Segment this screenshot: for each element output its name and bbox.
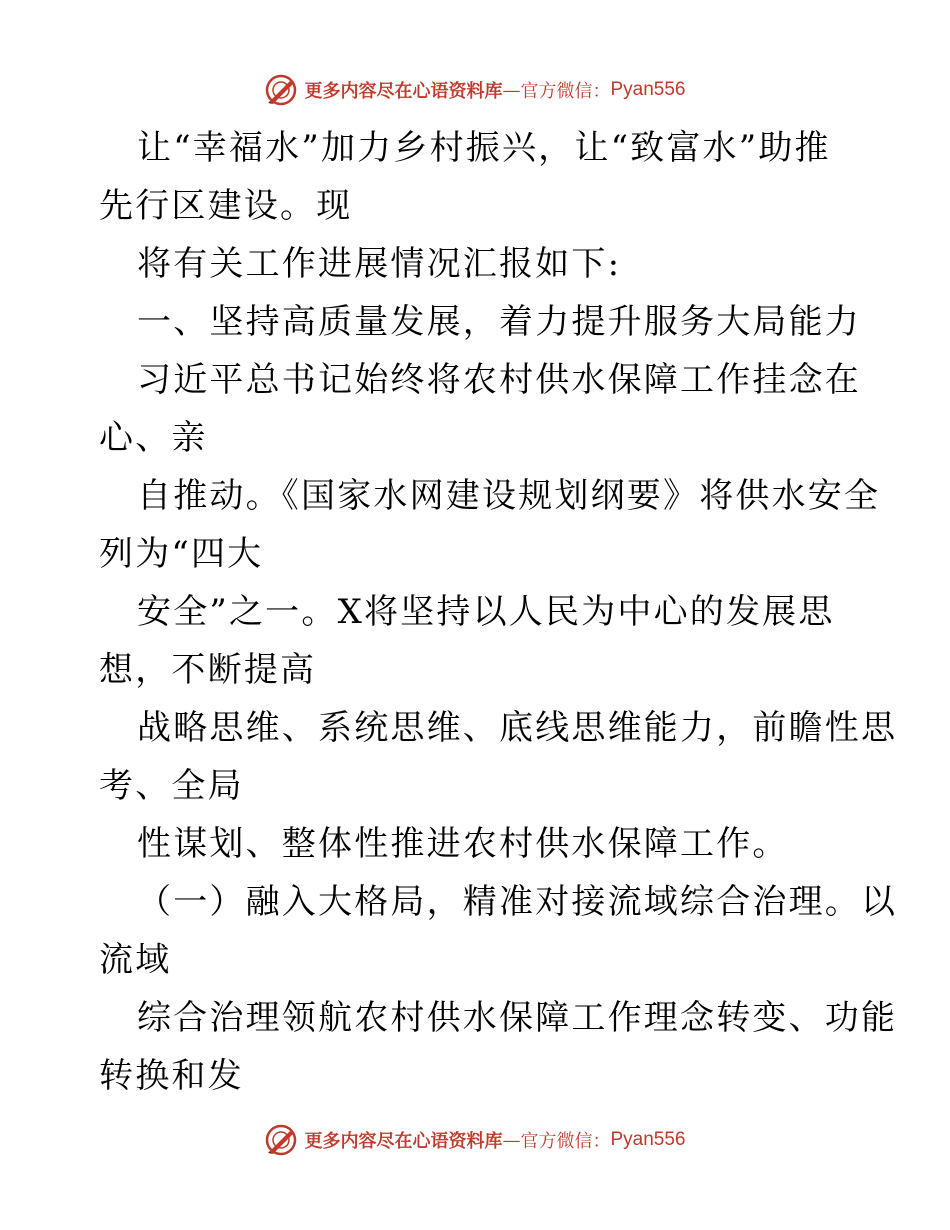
watermark-site-text: 更多内容尽在心语资料库 [304,81,503,102]
body-line: 转换和发 [99,1056,244,1096]
watermark-site-text: 更多内容尽在心语资料库 [304,1131,503,1152]
body-line: 战略思维、系统思维、底线思维能力，前瞻性思 [137,708,898,748]
body-line: 让“幸福水”加力乡村振兴，让“致富水”助推 [137,128,831,168]
watermark-wechat-id: Pyan556 [610,79,686,100]
footer-watermark [0,1120,950,1160]
body-line: 将有关工作进展情况汇报如下: [137,244,622,284]
watermark-separator: — [502,1129,521,1151]
body-line: 安全”之一。X将坚持以人民为中心的发展思 [137,592,835,632]
header-watermark [0,70,950,110]
body-line: 自推动。《国家水网建设规划纲要》将供水安全 [137,476,881,516]
watermark-wechat-label: 官方微信： [520,81,611,102]
watermark-wechat-id: Pyan556 [610,1129,686,1150]
body-line: 列为“四大 [99,534,264,574]
body-line: 先行区建设。现 [99,186,353,226]
watermark-separator: — [502,79,521,101]
subsection-heading: （一）融入大格局，精准对接流域综合治理。以 [137,882,898,922]
body-line: 习近平总书记始终将农村供水保障工作挂念在 [137,360,861,400]
body-line: 流域 [99,940,172,980]
body-line: 综合治理领航农村供水保障工作理念转变、功能 [137,998,898,1038]
pen-logo-icon [264,73,298,107]
watermark-wechat-label: 官方微信： [520,1131,611,1152]
body-line: 想，不断提高 [99,650,317,690]
body-line: 考、全局 [99,766,244,806]
body-line: 心、亲 [99,418,208,458]
pen-logo-icon [264,1123,298,1157]
section-heading: 一、坚持高质量发展，着力提升服务大局能力 [137,302,861,342]
body-line: 性谋划、整体性推进农村供水保障工作。 [137,824,789,864]
